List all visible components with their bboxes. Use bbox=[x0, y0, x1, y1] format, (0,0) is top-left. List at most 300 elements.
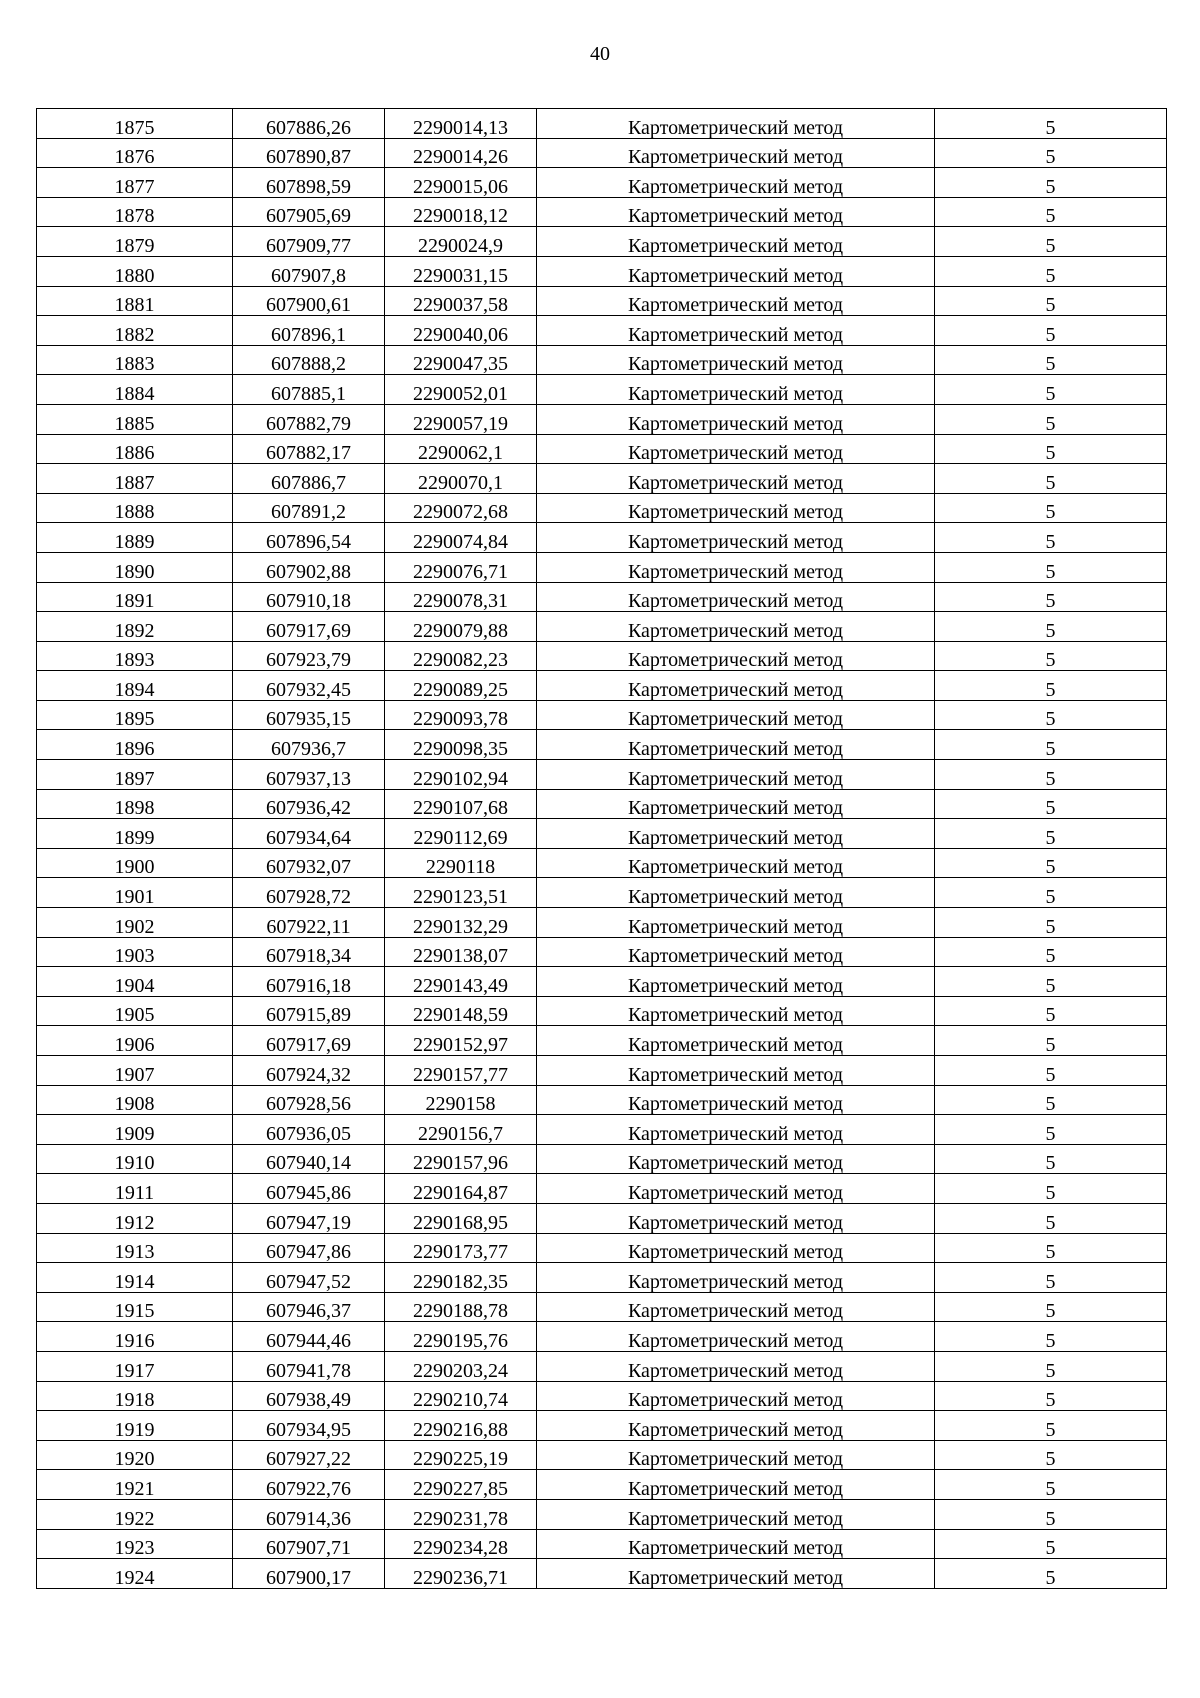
table-row bbox=[37, 316, 1167, 346]
point-number-cell: 1880 bbox=[37, 256, 233, 286]
table-row bbox=[37, 671, 1167, 701]
x-coordinate-cell: 607914,36 bbox=[233, 1499, 385, 1529]
accuracy-cell: 5 bbox=[935, 582, 1167, 612]
point-number-cell: 1900 bbox=[37, 848, 233, 878]
table-row bbox=[37, 996, 1167, 1026]
table-row bbox=[37, 1381, 1167, 1411]
x-coordinate-cell: 607905,69 bbox=[233, 197, 385, 227]
table-row bbox=[37, 908, 1167, 938]
x-coordinate-cell: 607947,19 bbox=[233, 1203, 385, 1233]
table-row bbox=[37, 730, 1167, 760]
y-coordinate-cell: 2290057,19 bbox=[385, 404, 537, 434]
method-cell: Картометрический метод bbox=[537, 908, 935, 938]
table-row bbox=[37, 760, 1167, 790]
table-row bbox=[37, 848, 1167, 878]
method-cell: Картометрический метод bbox=[537, 1085, 935, 1115]
point-number-cell: 1924 bbox=[37, 1559, 233, 1589]
point-number-cell: 1890 bbox=[37, 552, 233, 582]
method-cell: Картометрический метод bbox=[537, 789, 935, 819]
y-coordinate-cell: 2290072,68 bbox=[385, 493, 537, 523]
accuracy-cell: 5 bbox=[935, 286, 1167, 316]
method-cell: Картометрический метод bbox=[537, 345, 935, 375]
table-row bbox=[37, 1263, 1167, 1293]
accuracy-cell: 5 bbox=[935, 700, 1167, 730]
point-number-cell: 1922 bbox=[37, 1499, 233, 1529]
accuracy-cell: 5 bbox=[935, 1144, 1167, 1174]
y-coordinate-cell: 2290018,12 bbox=[385, 197, 537, 227]
x-coordinate-cell: 607946,37 bbox=[233, 1292, 385, 1322]
point-number-cell: 1895 bbox=[37, 700, 233, 730]
point-number-cell: 1912 bbox=[37, 1203, 233, 1233]
point-number-cell: 1875 bbox=[37, 109, 233, 139]
x-coordinate-cell: 607885,1 bbox=[233, 375, 385, 405]
accuracy-cell: 5 bbox=[935, 375, 1167, 405]
accuracy-cell: 5 bbox=[935, 1203, 1167, 1233]
x-coordinate-cell: 607916,18 bbox=[233, 967, 385, 997]
table-row bbox=[37, 523, 1167, 553]
method-cell: Картометрический метод bbox=[537, 552, 935, 582]
accuracy-cell: 5 bbox=[935, 345, 1167, 375]
method-cell: Картометрический метод bbox=[537, 227, 935, 257]
table-row bbox=[37, 789, 1167, 819]
x-coordinate-cell: 607918,34 bbox=[233, 937, 385, 967]
table-row bbox=[37, 878, 1167, 908]
point-number-cell: 1877 bbox=[37, 168, 233, 198]
accuracy-cell: 5 bbox=[935, 1233, 1167, 1263]
table-row bbox=[37, 1440, 1167, 1470]
accuracy-cell: 5 bbox=[935, 197, 1167, 227]
table-row bbox=[37, 552, 1167, 582]
method-cell: Картометрический метод bbox=[537, 1470, 935, 1500]
method-cell: Картометрический метод bbox=[537, 1322, 935, 1352]
accuracy-cell: 5 bbox=[935, 227, 1167, 257]
method-cell: Картометрический метод bbox=[537, 1411, 935, 1441]
accuracy-cell: 5 bbox=[935, 434, 1167, 464]
method-cell: Картометрический метод bbox=[537, 523, 935, 553]
y-coordinate-cell: 2290098,35 bbox=[385, 730, 537, 760]
table-row bbox=[37, 227, 1167, 257]
x-coordinate-cell: 607934,64 bbox=[233, 819, 385, 849]
accuracy-cell: 5 bbox=[935, 937, 1167, 967]
point-number-cell: 1907 bbox=[37, 1056, 233, 1086]
y-coordinate-cell: 2290168,95 bbox=[385, 1203, 537, 1233]
table-row bbox=[37, 1559, 1167, 1589]
y-coordinate-cell: 2290089,25 bbox=[385, 671, 537, 701]
point-number-cell: 1914 bbox=[37, 1263, 233, 1293]
x-coordinate-cell: 607947,86 bbox=[233, 1233, 385, 1263]
table-row bbox=[37, 641, 1167, 671]
x-coordinate-cell: 607934,95 bbox=[233, 1411, 385, 1441]
y-coordinate-cell: 2290148,59 bbox=[385, 996, 537, 1026]
point-number-cell: 1920 bbox=[37, 1440, 233, 1470]
table-row bbox=[37, 582, 1167, 612]
page-number: 40 bbox=[590, 43, 610, 65]
y-coordinate-cell: 2290107,68 bbox=[385, 789, 537, 819]
method-cell: Картометрический метод bbox=[537, 1499, 935, 1529]
accuracy-cell: 5 bbox=[935, 1115, 1167, 1145]
y-coordinate-cell: 2290079,88 bbox=[385, 612, 537, 642]
accuracy-cell: 5 bbox=[935, 168, 1167, 198]
accuracy-cell: 5 bbox=[935, 493, 1167, 523]
y-coordinate-cell: 2290070,1 bbox=[385, 464, 537, 494]
method-cell: Картометрический метод bbox=[537, 1440, 935, 1470]
accuracy-cell: 5 bbox=[935, 671, 1167, 701]
x-coordinate-cell: 607935,15 bbox=[233, 700, 385, 730]
accuracy-cell: 5 bbox=[935, 316, 1167, 346]
table-row bbox=[37, 404, 1167, 434]
table-row bbox=[37, 1026, 1167, 1056]
accuracy-cell: 5 bbox=[935, 908, 1167, 938]
accuracy-cell: 5 bbox=[935, 1292, 1167, 1322]
table-row bbox=[37, 937, 1167, 967]
accuracy-cell: 5 bbox=[935, 730, 1167, 760]
y-coordinate-cell: 2290231,78 bbox=[385, 1499, 537, 1529]
x-coordinate-cell: 607936,05 bbox=[233, 1115, 385, 1145]
x-coordinate-cell: 607886,7 bbox=[233, 464, 385, 494]
point-number-cell: 1911 bbox=[37, 1174, 233, 1204]
table-row bbox=[37, 1351, 1167, 1381]
method-cell: Картометрический метод bbox=[537, 404, 935, 434]
point-number-cell: 1903 bbox=[37, 937, 233, 967]
x-coordinate-cell: 607882,79 bbox=[233, 404, 385, 434]
y-coordinate-cell: 2290076,71 bbox=[385, 552, 537, 582]
table-row bbox=[37, 700, 1167, 730]
method-cell: Картометрический метод bbox=[537, 730, 935, 760]
point-number-cell: 1905 bbox=[37, 996, 233, 1026]
table-row bbox=[37, 1499, 1167, 1529]
method-cell: Картометрический метод bbox=[537, 1026, 935, 1056]
x-coordinate-cell: 607896,54 bbox=[233, 523, 385, 553]
point-number-cell: 1917 bbox=[37, 1351, 233, 1381]
point-number-cell: 1906 bbox=[37, 1026, 233, 1056]
x-coordinate-cell: 607923,79 bbox=[233, 641, 385, 671]
x-coordinate-cell: 607941,78 bbox=[233, 1351, 385, 1381]
point-number-cell: 1898 bbox=[37, 789, 233, 819]
point-number-cell: 1919 bbox=[37, 1411, 233, 1441]
table-row bbox=[37, 819, 1167, 849]
x-coordinate-cell: 607890,87 bbox=[233, 138, 385, 168]
table-row bbox=[37, 1529, 1167, 1559]
y-coordinate-cell: 2290014,13 bbox=[385, 109, 537, 139]
x-coordinate-cell: 607896,1 bbox=[233, 316, 385, 346]
method-cell: Картометрический метод bbox=[537, 434, 935, 464]
table-row bbox=[37, 612, 1167, 642]
y-coordinate-cell: 2290052,01 bbox=[385, 375, 537, 405]
accuracy-cell: 5 bbox=[935, 967, 1167, 997]
accuracy-cell: 5 bbox=[935, 109, 1167, 139]
point-number-cell: 1879 bbox=[37, 227, 233, 257]
method-cell: Картометрический метод bbox=[537, 1203, 935, 1233]
y-coordinate-cell: 2290158 bbox=[385, 1085, 537, 1115]
table-row bbox=[37, 1470, 1167, 1500]
point-number-cell: 1893 bbox=[37, 641, 233, 671]
method-cell: Картометрический метод bbox=[537, 1263, 935, 1293]
table-row bbox=[37, 1174, 1167, 1204]
table-row bbox=[37, 168, 1167, 198]
method-cell: Картометрический метод bbox=[537, 760, 935, 790]
accuracy-cell: 5 bbox=[935, 641, 1167, 671]
point-number-cell: 1876 bbox=[37, 138, 233, 168]
method-cell: Картометрический метод bbox=[537, 1144, 935, 1174]
method-cell: Картометрический метод bbox=[537, 493, 935, 523]
point-number-cell: 1904 bbox=[37, 967, 233, 997]
x-coordinate-cell: 607910,18 bbox=[233, 582, 385, 612]
x-coordinate-cell: 607886,26 bbox=[233, 109, 385, 139]
x-coordinate-cell: 607927,22 bbox=[233, 1440, 385, 1470]
method-cell: Картометрический метод bbox=[537, 316, 935, 346]
point-number-cell: 1918 bbox=[37, 1381, 233, 1411]
y-coordinate-cell: 2290132,29 bbox=[385, 908, 537, 938]
accuracy-cell: 5 bbox=[935, 1322, 1167, 1352]
point-number-cell: 1886 bbox=[37, 434, 233, 464]
method-cell: Картометрический метод bbox=[537, 641, 935, 671]
accuracy-cell: 5 bbox=[935, 256, 1167, 286]
y-coordinate-cell: 2290157,96 bbox=[385, 1144, 537, 1174]
x-coordinate-cell: 607936,7 bbox=[233, 730, 385, 760]
x-coordinate-cell: 607900,17 bbox=[233, 1559, 385, 1589]
point-number-cell: 1915 bbox=[37, 1292, 233, 1322]
point-number-cell: 1910 bbox=[37, 1144, 233, 1174]
x-coordinate-cell: 607915,89 bbox=[233, 996, 385, 1026]
x-coordinate-cell: 607907,71 bbox=[233, 1529, 385, 1559]
y-coordinate-cell: 2290093,78 bbox=[385, 700, 537, 730]
x-coordinate-cell: 607907,8 bbox=[233, 256, 385, 286]
table-row bbox=[37, 286, 1167, 316]
x-coordinate-cell: 607909,77 bbox=[233, 227, 385, 257]
accuracy-cell: 5 bbox=[935, 612, 1167, 642]
y-coordinate-cell: 2290182,35 bbox=[385, 1263, 537, 1293]
y-coordinate-cell: 2290236,71 bbox=[385, 1559, 537, 1589]
method-cell: Картометрический метод bbox=[537, 1056, 935, 1086]
y-coordinate-cell: 2290156,7 bbox=[385, 1115, 537, 1145]
table-row bbox=[37, 1411, 1167, 1441]
y-coordinate-cell: 2290157,77 bbox=[385, 1056, 537, 1086]
method-cell: Картометрический метод bbox=[537, 937, 935, 967]
method-cell: Картометрический метод bbox=[537, 819, 935, 849]
point-number-cell: 1894 bbox=[37, 671, 233, 701]
table-row bbox=[37, 1203, 1167, 1233]
method-cell: Картометрический метод bbox=[537, 109, 935, 139]
y-coordinate-cell: 2290015,06 bbox=[385, 168, 537, 198]
x-coordinate-cell: 607924,32 bbox=[233, 1056, 385, 1086]
x-coordinate-cell: 607944,46 bbox=[233, 1322, 385, 1352]
y-coordinate-cell: 2290014,26 bbox=[385, 138, 537, 168]
point-number-cell: 1913 bbox=[37, 1233, 233, 1263]
x-coordinate-cell: 607947,52 bbox=[233, 1263, 385, 1293]
table-row bbox=[37, 1322, 1167, 1352]
accuracy-cell: 5 bbox=[935, 1174, 1167, 1204]
x-coordinate-cell: 607882,17 bbox=[233, 434, 385, 464]
accuracy-cell: 5 bbox=[935, 1026, 1167, 1056]
method-cell: Картометрический метод bbox=[537, 464, 935, 494]
y-coordinate-cell: 2290234,28 bbox=[385, 1529, 537, 1559]
accuracy-cell: 5 bbox=[935, 878, 1167, 908]
accuracy-cell: 5 bbox=[935, 552, 1167, 582]
point-number-cell: 1882 bbox=[37, 316, 233, 346]
point-number-cell: 1891 bbox=[37, 582, 233, 612]
x-coordinate-cell: 607928,72 bbox=[233, 878, 385, 908]
y-coordinate-cell: 2290195,76 bbox=[385, 1322, 537, 1352]
method-cell: Картометрический метод bbox=[537, 848, 935, 878]
method-cell: Картометрический метод bbox=[537, 1115, 935, 1145]
table-row bbox=[37, 1115, 1167, 1145]
x-coordinate-cell: 607888,2 bbox=[233, 345, 385, 375]
y-coordinate-cell: 2290225,19 bbox=[385, 1440, 537, 1470]
table-body bbox=[37, 109, 1167, 1589]
method-cell: Картометрический метод bbox=[537, 138, 935, 168]
y-coordinate-cell: 2290164,87 bbox=[385, 1174, 537, 1204]
accuracy-cell: 5 bbox=[935, 1351, 1167, 1381]
method-cell: Картометрический метод bbox=[537, 1174, 935, 1204]
point-number-cell: 1892 bbox=[37, 612, 233, 642]
method-cell: Картометрический метод bbox=[537, 1559, 935, 1589]
table-row bbox=[37, 967, 1167, 997]
x-coordinate-cell: 607917,69 bbox=[233, 1026, 385, 1056]
table-row bbox=[37, 109, 1167, 139]
point-number-cell: 1916 bbox=[37, 1322, 233, 1352]
y-coordinate-cell: 2290173,77 bbox=[385, 1233, 537, 1263]
accuracy-cell: 5 bbox=[935, 1470, 1167, 1500]
x-coordinate-cell: 607891,2 bbox=[233, 493, 385, 523]
table-row bbox=[37, 1144, 1167, 1174]
y-coordinate-cell: 2290082,23 bbox=[385, 641, 537, 671]
point-number-cell: 1899 bbox=[37, 819, 233, 849]
y-coordinate-cell: 2290216,88 bbox=[385, 1411, 537, 1441]
x-coordinate-cell: 607917,69 bbox=[233, 612, 385, 642]
x-coordinate-cell: 607945,86 bbox=[233, 1174, 385, 1204]
method-cell: Картометрический метод bbox=[537, 256, 935, 286]
point-number-cell: 1888 bbox=[37, 493, 233, 523]
table-row bbox=[37, 464, 1167, 494]
point-number-cell: 1881 bbox=[37, 286, 233, 316]
accuracy-cell: 5 bbox=[935, 1529, 1167, 1559]
y-coordinate-cell: 2290024,9 bbox=[385, 227, 537, 257]
x-coordinate-cell: 607937,13 bbox=[233, 760, 385, 790]
method-cell: Картометрический метод bbox=[537, 612, 935, 642]
table-row bbox=[37, 434, 1167, 464]
method-cell: Картометрический метод bbox=[537, 1233, 935, 1263]
method-cell: Картометрический метод bbox=[537, 671, 935, 701]
x-coordinate-cell: 607900,61 bbox=[233, 286, 385, 316]
y-coordinate-cell: 2290203,24 bbox=[385, 1351, 537, 1381]
y-coordinate-cell: 2290138,07 bbox=[385, 937, 537, 967]
x-coordinate-cell: 607898,59 bbox=[233, 168, 385, 198]
y-coordinate-cell: 2290037,58 bbox=[385, 286, 537, 316]
method-cell: Картометрический метод bbox=[537, 1381, 935, 1411]
accuracy-cell: 5 bbox=[935, 404, 1167, 434]
y-coordinate-cell: 2290078,31 bbox=[385, 582, 537, 612]
point-number-cell: 1901 bbox=[37, 878, 233, 908]
method-cell: Картометрический метод bbox=[537, 375, 935, 405]
accuracy-cell: 5 bbox=[935, 1559, 1167, 1589]
method-cell: Картометрический метод bbox=[537, 1529, 935, 1559]
method-cell: Картометрический метод bbox=[537, 286, 935, 316]
method-cell: Картометрический метод bbox=[537, 878, 935, 908]
table-row bbox=[37, 345, 1167, 375]
y-coordinate-cell: 2290152,97 bbox=[385, 1026, 537, 1056]
accuracy-cell: 5 bbox=[935, 1056, 1167, 1086]
accuracy-cell: 5 bbox=[935, 138, 1167, 168]
table-row bbox=[37, 1085, 1167, 1115]
accuracy-cell: 5 bbox=[935, 819, 1167, 849]
method-cell: Картометрический метод bbox=[537, 996, 935, 1026]
y-coordinate-cell: 2290143,49 bbox=[385, 967, 537, 997]
point-number-cell: 1883 bbox=[37, 345, 233, 375]
y-coordinate-cell: 2290188,78 bbox=[385, 1292, 537, 1322]
accuracy-cell: 5 bbox=[935, 1085, 1167, 1115]
point-number-cell: 1908 bbox=[37, 1085, 233, 1115]
point-number-cell: 1909 bbox=[37, 1115, 233, 1145]
table-row bbox=[37, 1233, 1167, 1263]
method-cell: Картометрический метод bbox=[537, 1292, 935, 1322]
table-row bbox=[37, 256, 1167, 286]
accuracy-cell: 5 bbox=[935, 1411, 1167, 1441]
accuracy-cell: 5 bbox=[935, 1381, 1167, 1411]
table-row bbox=[37, 138, 1167, 168]
x-coordinate-cell: 607922,76 bbox=[233, 1470, 385, 1500]
x-coordinate-cell: 607932,07 bbox=[233, 848, 385, 878]
point-number-cell: 1887 bbox=[37, 464, 233, 494]
point-number-cell: 1897 bbox=[37, 760, 233, 790]
point-number-cell: 1896 bbox=[37, 730, 233, 760]
y-coordinate-cell: 2290227,85 bbox=[385, 1470, 537, 1500]
accuracy-cell: 5 bbox=[935, 760, 1167, 790]
y-coordinate-cell: 2290112,69 bbox=[385, 819, 537, 849]
table-row bbox=[37, 197, 1167, 227]
x-coordinate-cell: 607932,45 bbox=[233, 671, 385, 701]
accuracy-cell: 5 bbox=[935, 789, 1167, 819]
accuracy-cell: 5 bbox=[935, 1499, 1167, 1529]
table-row bbox=[37, 1056, 1167, 1086]
y-coordinate-cell: 2290210,74 bbox=[385, 1381, 537, 1411]
table-row bbox=[37, 493, 1167, 523]
x-coordinate-cell: 607938,49 bbox=[233, 1381, 385, 1411]
x-coordinate-cell: 607936,42 bbox=[233, 789, 385, 819]
point-number-cell: 1885 bbox=[37, 404, 233, 434]
point-number-cell: 1902 bbox=[37, 908, 233, 938]
y-coordinate-cell: 2290118 bbox=[385, 848, 537, 878]
point-number-cell: 1878 bbox=[37, 197, 233, 227]
x-coordinate-cell: 607902,88 bbox=[233, 552, 385, 582]
method-cell: Картометрический метод bbox=[537, 700, 935, 730]
x-coordinate-cell: 607940,14 bbox=[233, 1144, 385, 1174]
method-cell: Картометрический метод bbox=[537, 168, 935, 198]
table-row bbox=[37, 1292, 1167, 1322]
accuracy-cell: 5 bbox=[935, 523, 1167, 553]
y-coordinate-cell: 2290031,15 bbox=[385, 256, 537, 286]
method-cell: Картометрический метод bbox=[537, 197, 935, 227]
y-coordinate-cell: 2290062,1 bbox=[385, 434, 537, 464]
y-coordinate-cell: 2290123,51 bbox=[385, 878, 537, 908]
x-coordinate-cell: 607922,11 bbox=[233, 908, 385, 938]
point-number-cell: 1884 bbox=[37, 375, 233, 405]
accuracy-cell: 5 bbox=[935, 848, 1167, 878]
point-number-cell: 1889 bbox=[37, 523, 233, 553]
point-number-cell: 1921 bbox=[37, 1470, 233, 1500]
accuracy-cell: 5 bbox=[935, 1263, 1167, 1293]
accuracy-cell: 5 bbox=[935, 1440, 1167, 1470]
method-cell: Картометрический метод bbox=[537, 582, 935, 612]
method-cell: Картометрический метод bbox=[537, 1351, 935, 1381]
y-coordinate-cell: 2290047,35 bbox=[385, 345, 537, 375]
method-cell: Картометрический метод bbox=[537, 967, 935, 997]
y-coordinate-cell: 2290074,84 bbox=[385, 523, 537, 553]
point-number-cell: 1923 bbox=[37, 1529, 233, 1559]
accuracy-cell: 5 bbox=[935, 464, 1167, 494]
accuracy-cell: 5 bbox=[935, 996, 1167, 1026]
coordinates-table bbox=[36, 108, 1167, 1589]
x-coordinate-cell: 607928,56 bbox=[233, 1085, 385, 1115]
